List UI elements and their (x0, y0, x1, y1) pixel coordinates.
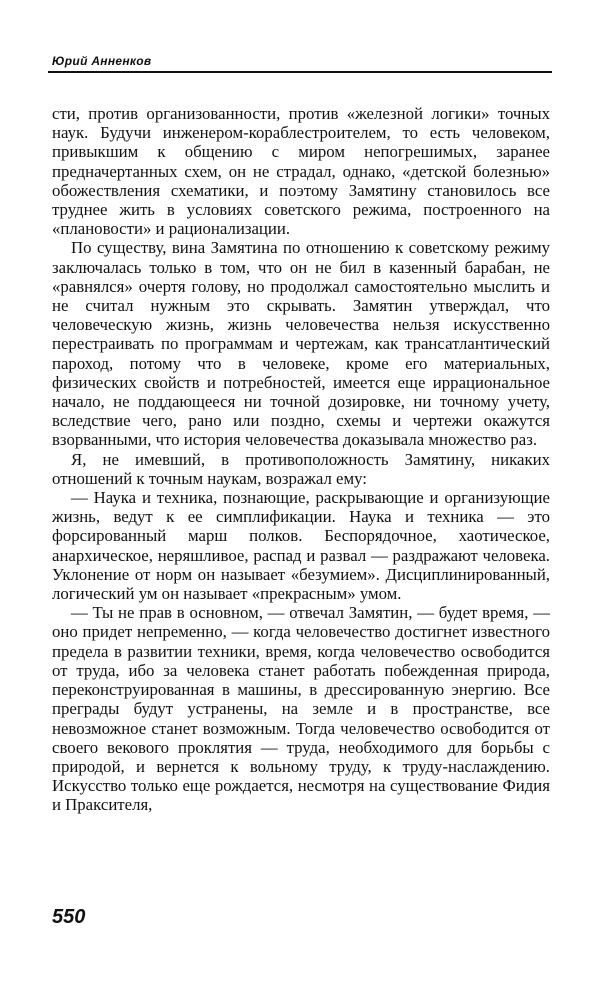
running-header: Юрий Анненков (52, 54, 152, 68)
paragraph-5: — Ты не прав в основном, — отвечал Замятин, — будет время, — оно придет непременно, — когда человечество достигнет известного предела в развитии техники, время, когда человечество освободится от труда, ибо за человека станет работать побежденная природа, переконструированная в машины, в дрессированную энергию. Все преграды будут устранены, на земле и в пространстве, все невозможное станет возможным. Тогда человечество освободится от своего векового проклятия — труда, необходимого для борьбы с природой, и вернется к вольному труду, к труду-наслаждению. Искусство только еще рождается, несмотря на существование Фидия и Праксителя, (52, 603, 550, 815)
page-number: 550 (52, 906, 86, 928)
paragraph-4: — Наука и техника, познающие, раскрывающие и организующие жизнь, ведут к ее симплификации. Наука и техника — это форсированный марш полков. Беспорядочное, хаотическое, анархическое, неряшливое, распад и развал — раздражают человека. Уклонение от норм он называет «безумием». Дисциплинированный, логический ум он называет «прекрасным» умом. (52, 488, 550, 604)
page-body (52, 104, 550, 815)
paragraph-3: Я, не имевший, в противоположность Замятину, никаких отношений к точным наукам, возражал ему: (52, 449, 550, 488)
paragraph-1: сти, против организованности, против «железной логики» точных наук. Будучи инженером-кораблестроителем, то есть человеком, привыкшим к общению с миром непогрешимых, заранее предначертанных схем, он не страдал, однако, «детской болезнью» обожествления схематики, и поэтому Замятину становилось все труднее жить в условиях советского режима, построенного на «плановости» и рационализации. (52, 104, 550, 239)
paragraph-2: По существу, вина Замятина по отношению к советскому режиму заключалась только в том, что он не бил в казенный барабан, не «равнялся» очертя голову, но продолжал самостоятельно мыслить и не считал нужным это скрывать. Замятин утверждал, что человеческую жизнь, жизнь человечества нельзя искусственно перестраивать по программам и чертежам, как трансатлантический пароход, потому что в человеке, кроме его материальных, физических свойств и потребностей, имеется еще иррациональное начало, не поддающееся ни точной дозировке, ни точному учету, вследствие чего, рано или поздно, схемы и чертежи окажутся взорванными, что история человечества доказывала множество раз. (52, 238, 550, 450)
header-rule (48, 71, 552, 73)
